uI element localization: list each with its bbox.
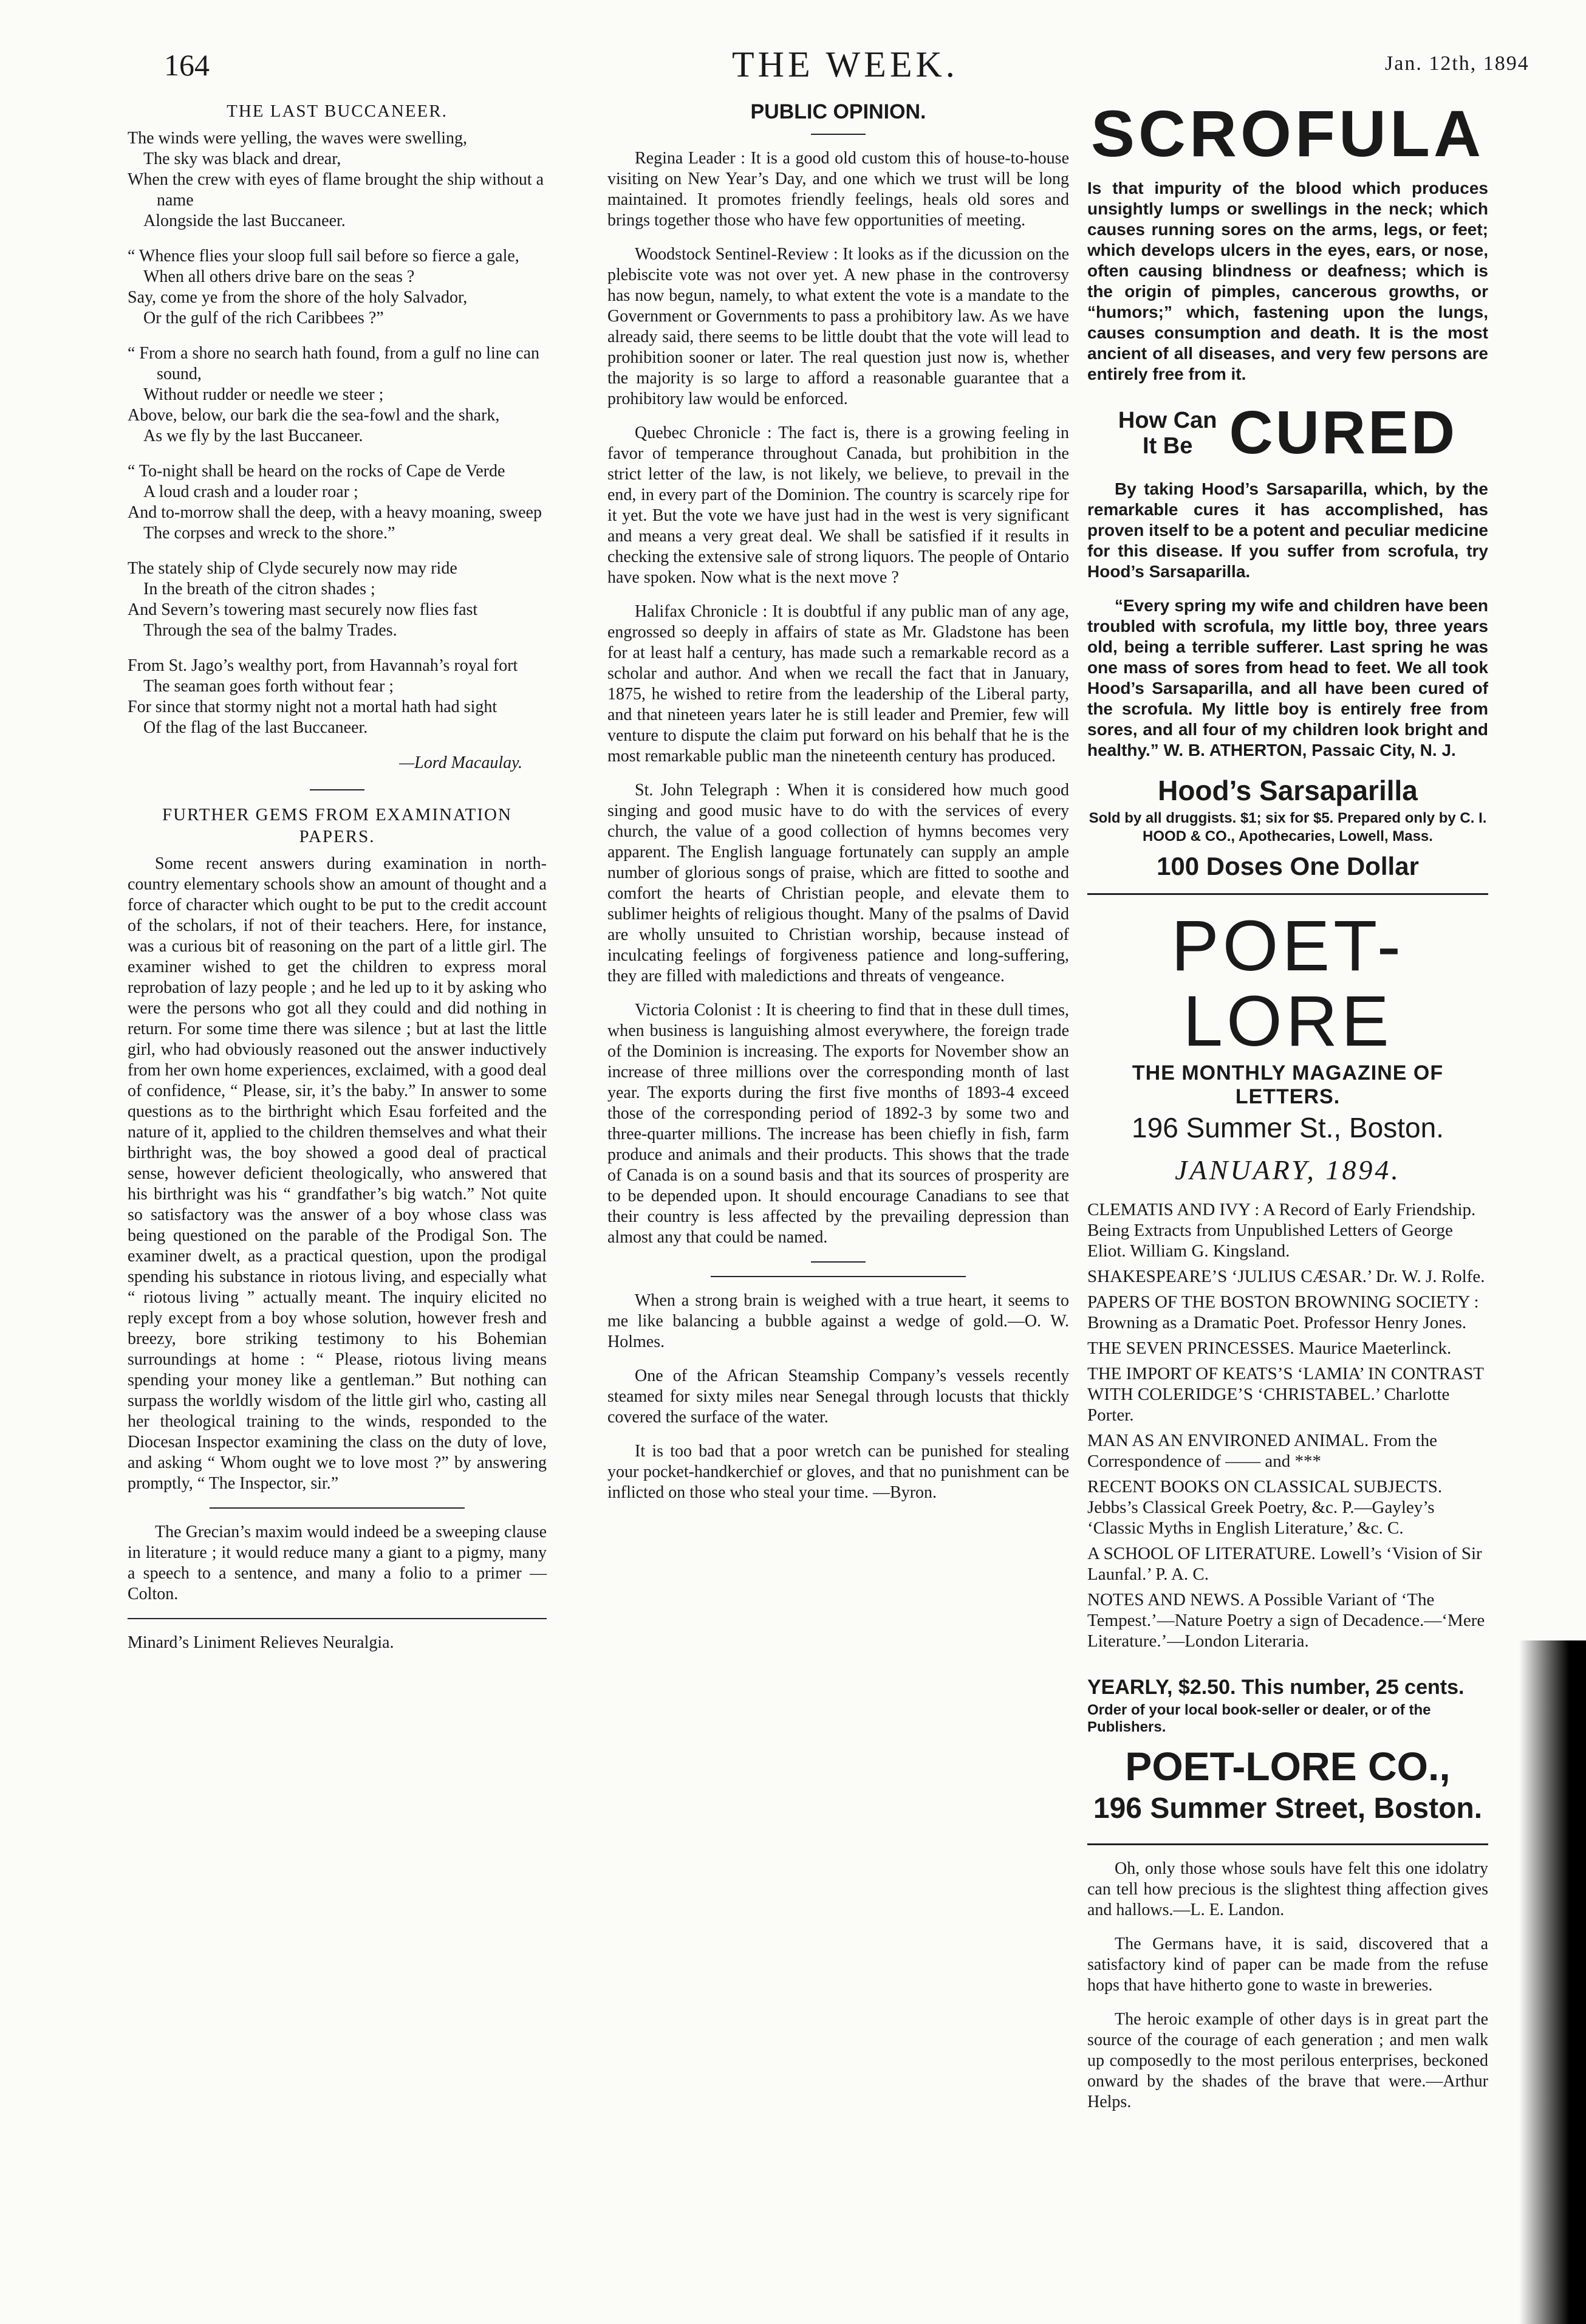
order-line: Order of your local book-seller or dealer, or of the Publishers.: [1087, 1702, 1431, 1735]
price-line: YEARLY, $2.50. This number, 25 cents.: [1087, 1676, 1465, 1699]
poem-title: THE LAST BUCCANEER.: [227, 101, 448, 121]
hoods-brand: Hood’s Sarsaparilla: [1158, 775, 1418, 806]
poem-line: The corpses and wreck to the shore.”: [143, 524, 395, 543]
poem-line: The winds were yelling, the waves were swelling,: [128, 129, 468, 148]
poetlore-headline: POET-LORE: [1171, 906, 1405, 1061]
column-left: [128, 100, 547, 1667]
poem-line: Through the sea of the balmy Trades.: [143, 621, 397, 640]
minard-notice: Minard’s Liniment Relieves Neuralgia.: [128, 1633, 394, 1652]
poem-line: And Severn’s towering mast securely now flies fast: [128, 600, 478, 619]
column-middle: [607, 100, 1069, 1517]
opinion-item: Victoria Colonist : It is cheering to find that in these dull times, when business is languishing almost everywhere, the foreign trade of the Dominion is increasing. The exports for November show an increase of three millions over the corresponding month of last year. The exports during the first five months of 1893-4 exceed those of the corresponding period of 1892-3 by some two and three-quarter millions. The increase has been chiefly in fish, farm produce and animals and their products. This shows that the trade of Canada is on a sound basis and that its sources of prosperity are to be depended upon. It should encourage Canadians to see that their country is less affected by the prevailing depression than almost any that could be named.: [607, 1001, 1069, 1247]
divider: [711, 1276, 966, 1277]
contents-item: NOTES AND NEWS. A Possible Variant of ‘The Tempest.’—Nature Poetry a sign of Decadence.—‘Mere Literature.’—London Literaria.: [1087, 1590, 1485, 1651]
column-right: [1087, 97, 1488, 2126]
section-title: PUBLIC OPINION.: [750, 100, 926, 123]
doses-line: 100 Doses One Dollar: [1157, 852, 1419, 880]
poem-stanza: [128, 246, 547, 329]
idolatry-quote: Oh, only those whose souls have felt this one idolatry can tell how precious is the slightest thing affection gives and hallows.—L. E. Landon.: [1087, 1859, 1488, 1919]
divider: [310, 789, 364, 790]
poem-line: Alongside the last Buccaneer.: [143, 211, 346, 230]
poetlore-address: 196 Summer St., Boston.: [1132, 1112, 1444, 1143]
contents-item: THE IMPORT OF KEATS’S ‘LAMIA’ IN CONTRAST WITH COLERIDGE’S ‘CHRISTABEL.’ Charlotte Porter.: [1087, 1364, 1484, 1425]
poem-line: Say, come ye from the shore of the holy Salvador,: [128, 288, 468, 307]
page-number: 164: [164, 48, 210, 82]
contents-list: [1087, 1199, 1488, 1651]
divider: [811, 1261, 866, 1263]
divider: [1087, 1843, 1488, 1845]
poem-line: The sky was black and drear,: [143, 149, 341, 168]
poem-line: When all others drive bare on the seas ?: [143, 267, 415, 286]
contents-item: CLEMATIS AND IVY : A Record of Early Friendship. Being Extracts from Unpublished Letters of George Eliot. William G. Kingsland.: [1087, 1200, 1476, 1261]
contents-item: PAPERS OF THE BOSTON BROWNING SOCIETY : Browning as a Dramatic Poet. Professor Henry Jones.: [1087, 1292, 1479, 1332]
contents-item: MAN AS AN ENVIRONED ANIMAL. From the Correspondence of —— and ***: [1087, 1431, 1437, 1471]
gems-title: FURTHER GEMS FROM EXAMINATION PAPERS.: [162, 805, 512, 846]
poem-line: A loud crash and a louder roar ;: [143, 482, 358, 501]
page-header: [0, 44, 1586, 90]
poem-line: In the breath of the citron shades ;: [143, 580, 375, 598]
poem-line: As we fly by the last Buccaneer.: [143, 427, 363, 445]
issue-date: Jan. 12th, 1894: [1385, 52, 1530, 75]
sold-line: Sold by all druggists. $1; six for $5. Prepared only by C. I. HOOD & CO., Apothecaries, Lowell, Mass.: [1089, 810, 1487, 845]
poem-line: Without rudder or needle we steer ;: [143, 385, 384, 404]
gems-article: Some recent answers during examination in north-country elementary schools show an amount of thought and a force of character which ought to be put to the credit account of the scholars, if not of their teachers. Here, for instance, was a curious bit of reasoning on the part of a little girl. The examiner wished to get the children to express moral reprobation of lazy people ; and he led up to it by asking who were the persons who got all they could and did nothing in return. For some time there was silence ; but at last the little girl, who had obviously reasoned out the answer inductively from her own home experiences, exclaimed, with a good deal of confidence, “ Please, sir, it’s the baby.” In answer to some questions as to the birthright which Esau forfeited and the nature of it, applied to the children themselves and what their birthright was, the boy showed a good deal of practical sense, however deficient theologically, who answered that his birthright was his “ grandfather’s big watch.” Not quite so satisfactory was the answer of a boy whose class was being questioned on the parable of the Prodigal Son. The examiner dwelt, as a practical question, upon the prodigal spending his substance in riotous living, and especially what “ riotous living ” actually meant. The inquiry elicited no reply except from a boy whose solution, however fresh and breezy, bore striking testimony to his Bohemian surroundings at home : “ Please, riotous living means spending your money like a gentleman.” But nothing can surpass the worldly wisdom of the little girl who, casting all her theological training to the winds, responded to the Diocesan Inspector examining the class on the duty of love, and asking “ Whom ought we to love most ?” by answering promptly, “ The Inspector, sir.”: [128, 854, 547, 1493]
cured-row: [1087, 398, 1488, 468]
opinion-item: St. John Telegraph : When it is considered how much good singing and good music have to do with the services of every church, the value of a good collection of hymns becomes very apparent. The English language fortunately can supply an ample number of glorious songs of praise, which are fitted to soothe and comfort the hearts of Christian people, and elevate them to sublimer heights of religious thought. Many of the psalms of David are wholly unsuited to Christian worship, because instead of inculcating feelings of forgiveness patience and long-suffering, they are filled with maledictions and threats of vengeance.: [607, 781, 1069, 985]
poem-line: When the crew with eyes of flame brought the ship without a name: [128, 170, 544, 210]
opinion-item: Quebec Chronicle : The fact is, there is a growing feeling in favor of temperance throughout Canada, but prohibition in the strict letter of the law, is not likely, we believe, to prevail in the end, in every part of the Dominion. The country is scarcely ripe for it yet. But the vote we have just had in the west is very significant and means a very great deal. We shall be satisfied if it results in checking the extensive sale of strong liquors. The people of Ontario have spoken. Now what is the next move ?: [607, 423, 1069, 587]
poem-stanza: [128, 128, 547, 231]
contents-item: THE SEVEN PRINCESSES. Maurice Maeterlinck.: [1087, 1339, 1452, 1358]
issue-month: JANUARY, 1894.: [1175, 1154, 1401, 1185]
contents-item: A SCHOOL OF LITERATURE. Lowell’s ‘Vision of Sir Launfal.’ P. A. C.: [1087, 1544, 1482, 1584]
divider: [128, 1618, 547, 1619]
scrofula-text: Is that impurity of the blood which produces unsightly lumps or swellings in the neck; which causes running sores on the arms, legs, or feet; which develops ulcers in the eyes, ears, or nose, often causing blindness or deafness; which is the origin of pimples, cancerous growths, or “humors;” which, fastening upon the lungs, causes consumption and death. It is the most ancient of all diseases, and very few persons are entirely free from it.: [1087, 179, 1488, 383]
opinion-item: Woodstock Sentinel-Review : It looks as if the dicussion on the plebiscite vote was not over yet. A new phase in the controversy has now begun, namely, to what extent the vote is a mandate to the Government or Governments to pass a prohibitory law. As we have already said, there seems to be little doubt that the vote will lead to prohibition sooner or later. The real question just now is, whether the majority is so large to afford a reasonable guarantee that a prohibitory law would be enforced.: [607, 245, 1069, 408]
poem-line: And to-morrow shall the deep, with a heavy moaning, sweep: [128, 503, 542, 522]
poem-stanza: [128, 343, 547, 447]
poem-stanza: [128, 461, 547, 544]
poem-line: Above, below, our bark die the sea-fowl and the shark,: [128, 406, 500, 425]
poem-stanza: [128, 656, 547, 738]
poem-stanza: [128, 558, 547, 641]
cured-headline: CURED: [1229, 399, 1458, 467]
heroic-quote: The heroic example of other days is in great part the source of the courage of each generation ; and men walk up composedly to the most perilous enterprises, beckoned onward by the shades of the brave that were.—Arthur Helps.: [1087, 2010, 1488, 2111]
opinion-item: Halifax Chronicle : It is doubtful if any public man of any age, engrossed so deeply in affairs of state as Mr. Gladstone has been for at least half a century, has made such a remarkable record as a scholar and author. And when we recall the fact that in January, 1875, he wished to retire from the leadership of the Liberal party, and that nineteen years later he is still leader and Premier, few will venture to dispute the claim put forward on his behalf that he is the most remarkable public man the nineteenth century has produced.: [607, 602, 1069, 766]
how-can-label: [1118, 408, 1217, 459]
poem-line: From St. Jago’s wealthy port, from Havannah’s royal fort: [128, 656, 518, 675]
publisher-address: 196 Summer Street, Boston.: [1093, 1792, 1483, 1825]
poem-line: Or the gulf of the rich Caribbees ?”: [143, 309, 384, 327]
poem-line: “ From a shore no search hath found, from a gulf no line can sound,: [128, 344, 540, 383]
poem-line: For since that stormy night not a mortal hath had sight: [128, 698, 497, 716]
cured-text: By taking Hood’s Sarsaparilla, which, by the remarkable cures it has accomplished, has proven itself to be a potent and peculiar medicine for this disease. If you suffer from scrofula, try Hood’s Sarsaparilla.: [1087, 479, 1488, 581]
poem-author: —Lord Macaulay.: [399, 753, 522, 772]
poem-line: “ Whence flies your sloop full sail before so fierce a gale,: [128, 247, 519, 266]
opinion-list: [607, 148, 1069, 1248]
contents-item: SHAKESPEARE’S ‘JULIUS CÆSAR.’ Dr. W. J. Rolfe.: [1087, 1267, 1485, 1286]
poem-line: Of the flag of the last Buccaneer.: [143, 718, 368, 737]
it-be-text: It Be: [1143, 433, 1193, 459]
scan-edge-shadow: [1519, 1640, 1586, 2324]
contents-item: RECENT BOOKS ON CLASSICAL SUBJECTS. Jebbs’s Classical Greek Poetry, &c. P.—Gayley’s ‘Classic Myths in English Literature,’ &c. C.: [1087, 1477, 1443, 1538]
germans-note: The Germans have, it is said, discovered that a satisfactory kind of paper can be made from the refuse hops that have hitherto gone to waste in breweries.: [1087, 1935, 1488, 1995]
poetlore-subtitle: THE MONTHLY MAGAZINE OF LETTERS.: [1132, 1061, 1444, 1108]
divider: [811, 134, 866, 135]
publisher-name: POET-LORE CO.,: [1125, 1744, 1451, 1789]
poem-line: The seaman goes forth without fear ;: [143, 677, 394, 696]
how-can-text: How Can: [1118, 407, 1217, 433]
strong-brain-quote: When a strong brain is weighed with a true heart, it seems to me like balancing a bubble against a wedge of gold.—O. W. Holmes.: [607, 1291, 1069, 1351]
poem-line: The stately ship of Clyde securely now may ride: [128, 559, 457, 578]
scrofula-headline: SCROFULA: [1091, 97, 1485, 170]
steamship-note: One of the African Steamship Company’s vessels recently steamed for sixty miles near Senegal through locusts that thickly covered the surface of the water.: [607, 1366, 1069, 1427]
grecian-maxim: The Grecian’s maxim would indeed be a sweeping clause in literature ; it would reduce many a giant to a pigmy, many a speech to a sentence, and many a folio to a primer — Colton.: [128, 1523, 547, 1603]
testimonial: “Every spring my wife and children have been troubled with scrofula, my little boy, three years old, being a terrible sufferer. Last spring he was one mass of sores from head to feet. We all took Hood’s Sarsaparilla, and all have been cured of the scrofula. My little boy is entirely free from sores, and all four of my children look bright and healthy.” W. B. ATHERTON, Passaic City, N. J.: [1087, 596, 1488, 759]
opinion-item: Regina Leader : It is a good old custom this of house-to-house visiting on New Year’s Day, and one which we trust will be long maintained. It promotes friendly feelings, heals old sores and brings together those who have few opportunities of meeting.: [607, 149, 1069, 230]
poem-body: [128, 128, 547, 738]
masthead-title: THE WEEK.: [732, 44, 959, 84]
divider: [1087, 893, 1488, 895]
wretch-quote: It is too bad that a poor wretch can be punished for stealing your pocket-handkerchief or gloves, and that no punishment can be inflicted on those who steal your time. —Byron.: [607, 1442, 1069, 1502]
divider: [210, 1507, 465, 1509]
poem-line: “ To-night shall be heard on the rocks of Cape de Verde: [128, 462, 505, 481]
